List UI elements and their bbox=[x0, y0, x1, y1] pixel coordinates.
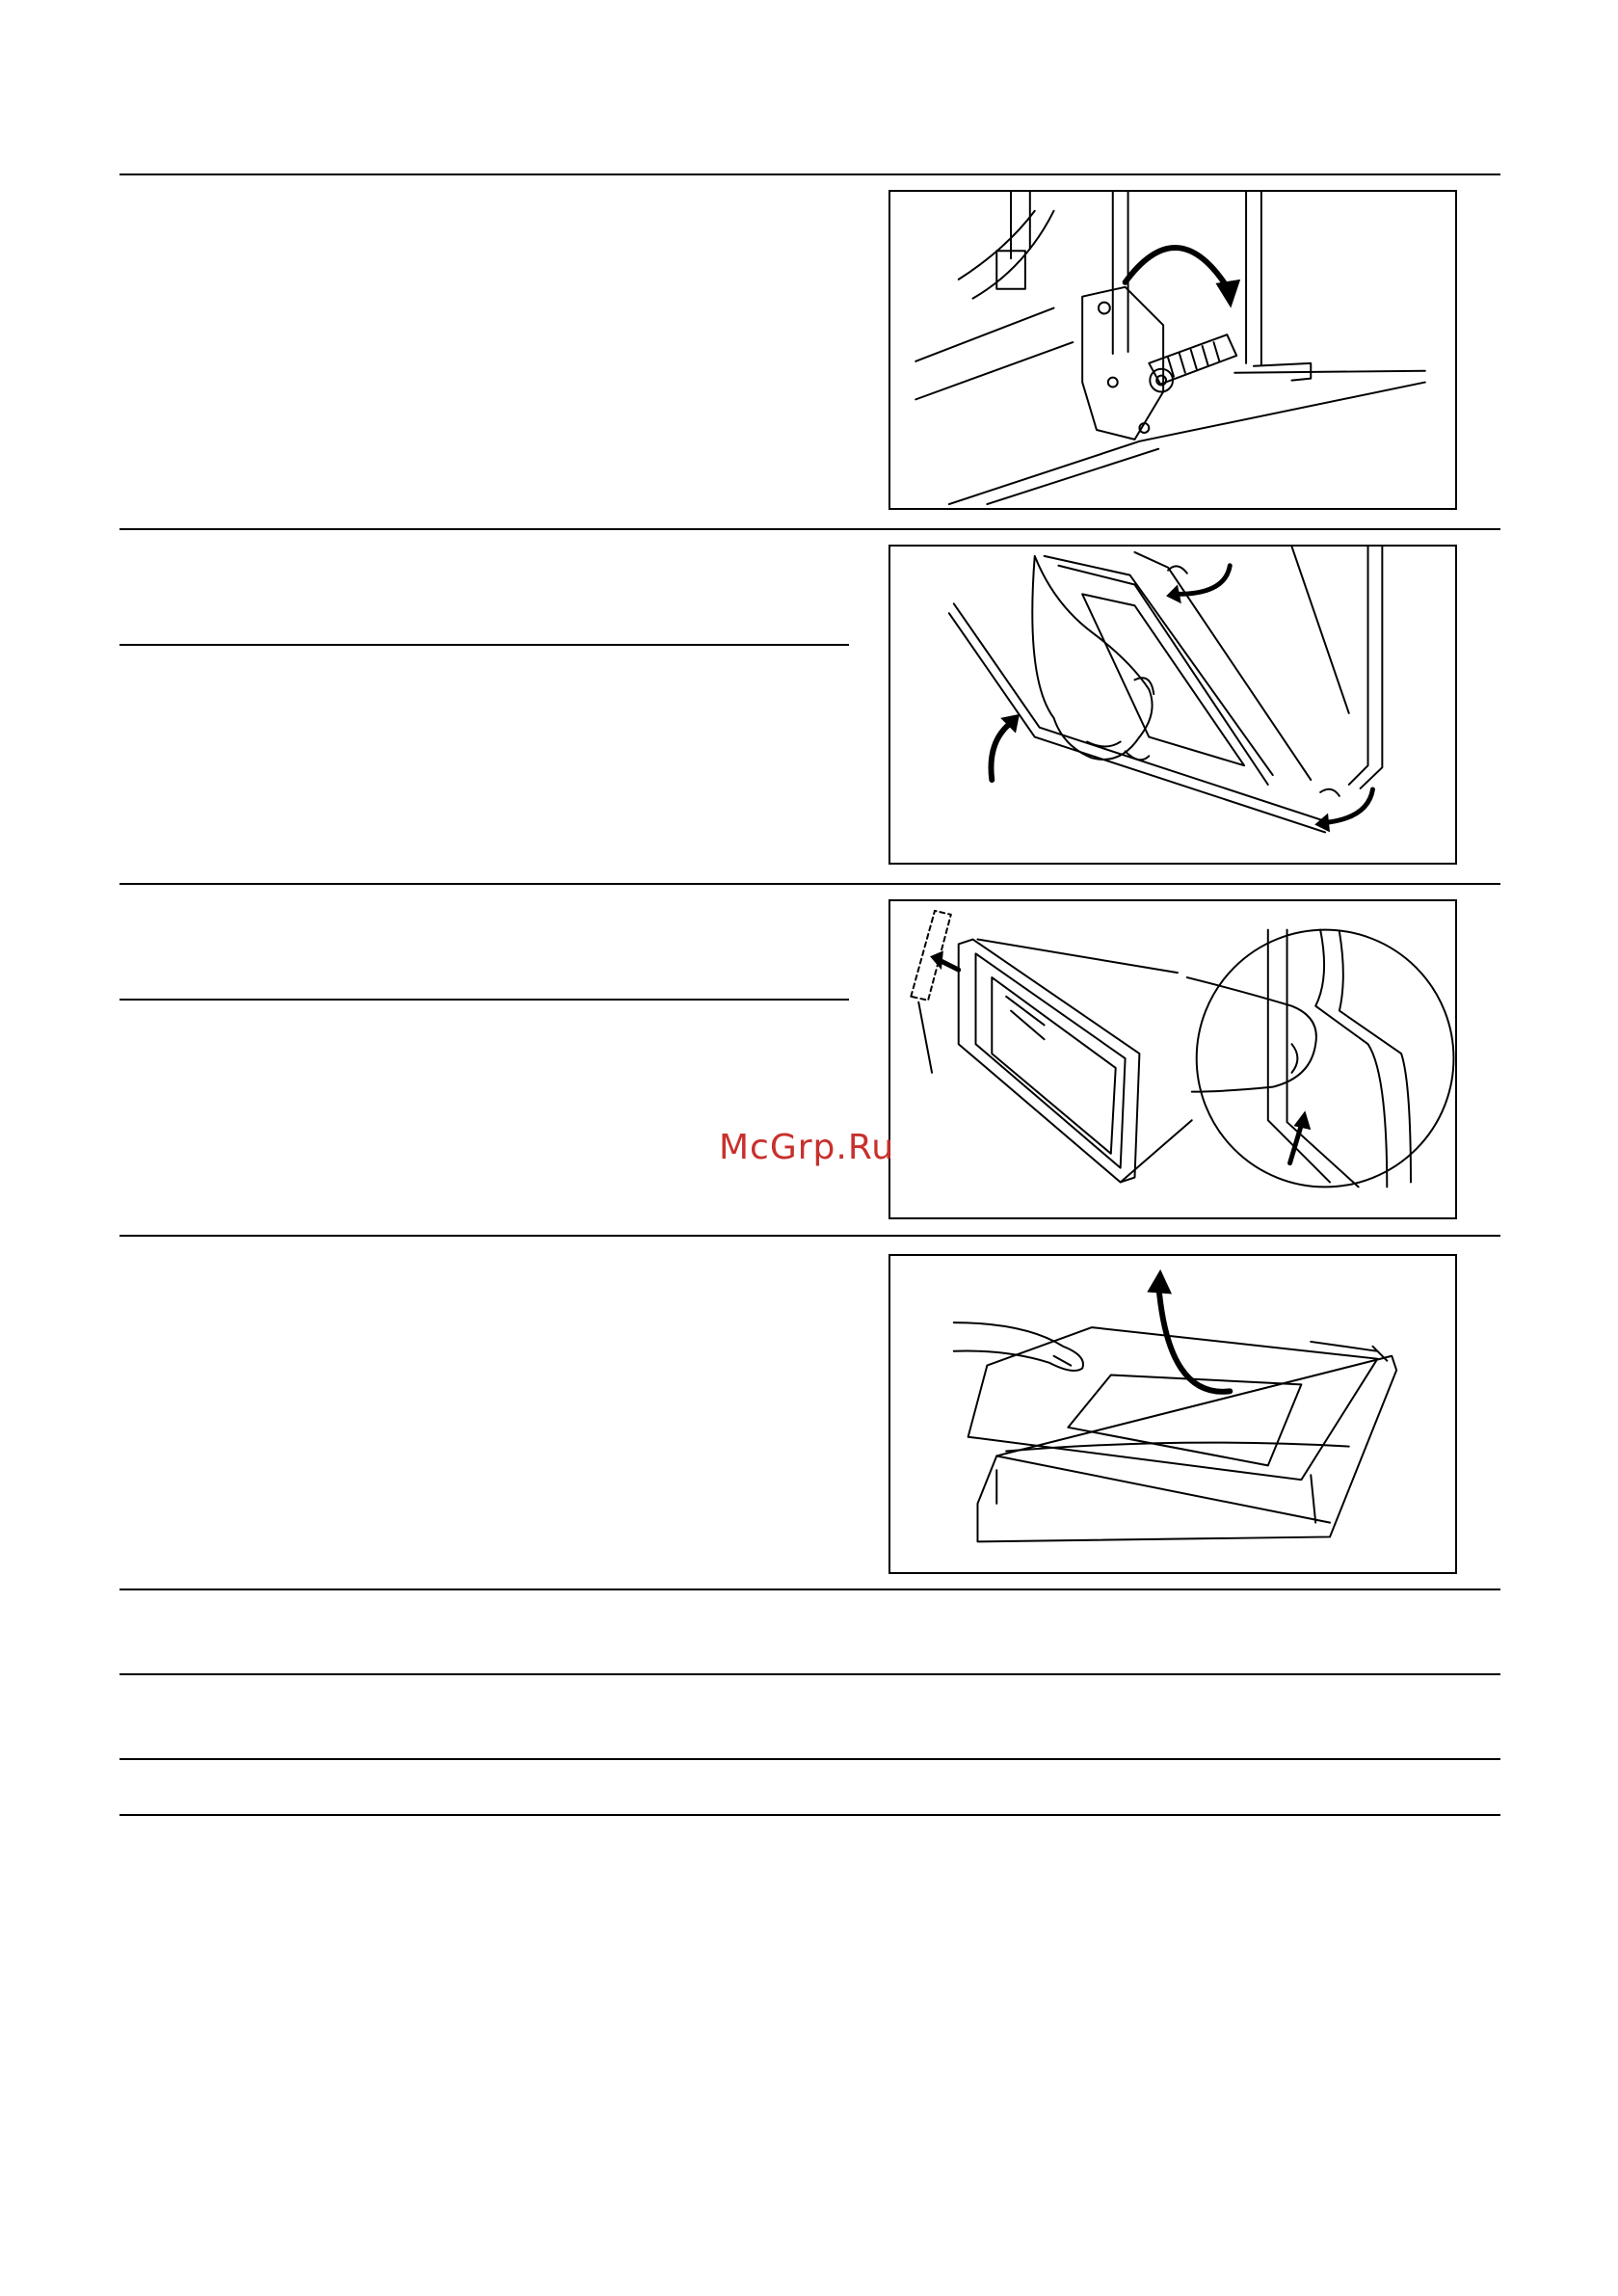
door-glass-panel-lift-icon bbox=[890, 1256, 1455, 1572]
door-hinge-lever-icon bbox=[890, 192, 1455, 508]
text-divider bbox=[119, 644, 849, 646]
section-divider bbox=[119, 1758, 1500, 1760]
section-divider bbox=[119, 528, 1500, 530]
figure-step-2 bbox=[889, 545, 1457, 865]
door-trim-remove-icon bbox=[890, 901, 1455, 1217]
door-lift-off-hinges-icon bbox=[890, 547, 1455, 863]
section-divider bbox=[119, 883, 1500, 885]
section-divider bbox=[119, 1589, 1500, 1590]
text-divider bbox=[119, 999, 849, 1001]
section-divider bbox=[119, 1814, 1500, 1816]
section-divider bbox=[119, 1673, 1500, 1675]
figure-step-3 bbox=[889, 899, 1457, 1219]
section-divider bbox=[119, 174, 1500, 175]
figure-step-4 bbox=[889, 1254, 1457, 1574]
figure-step-1 bbox=[889, 190, 1457, 510]
watermark-logo: McGrp.Ru bbox=[719, 1128, 895, 1167]
section-divider bbox=[119, 1235, 1500, 1237]
